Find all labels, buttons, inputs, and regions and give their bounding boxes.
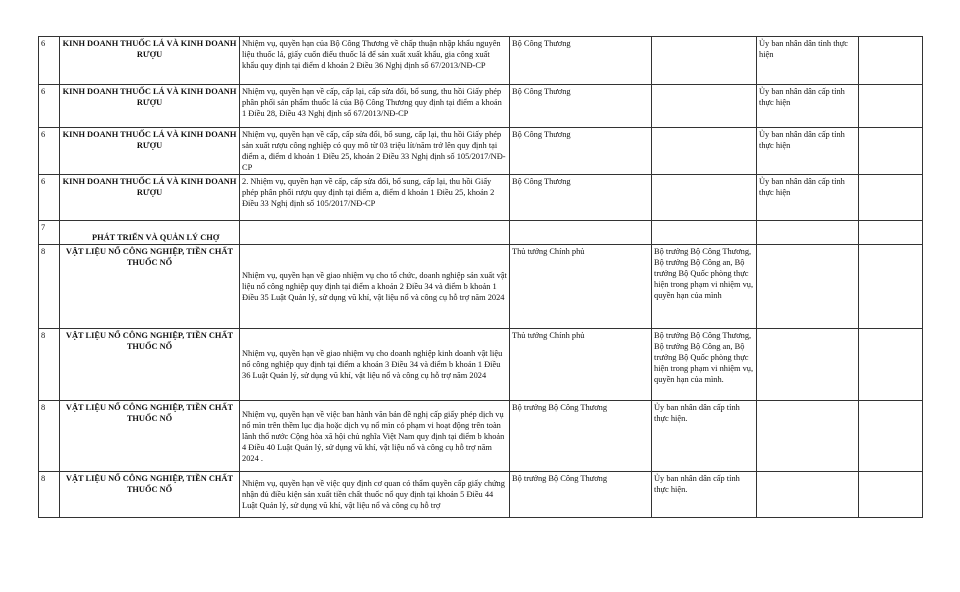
implementing-body: Ủy ban nhân dân tỉnh thực hiện xyxy=(757,37,859,85)
extra-cell xyxy=(859,37,923,85)
coordinating-body xyxy=(652,221,757,245)
decentralization-table xyxy=(38,36,923,518)
row-number: 6 xyxy=(39,37,60,85)
sector-name: VẬT LIỆU NỔ CÔNG NGHIỆP, TIỀN CHẤT THUỐC NỔ xyxy=(60,329,240,401)
table-row xyxy=(39,329,923,401)
implementing-body: Ủy ban nhân dân cấp tỉnh thực hiện xyxy=(757,175,859,221)
implementing-body xyxy=(757,472,859,518)
row-number: 6 xyxy=(39,175,60,221)
extra-cell xyxy=(859,472,923,518)
extra-cell xyxy=(859,245,923,329)
current-authority: Bộ trưởng Bộ Công Thương xyxy=(510,401,652,472)
row-number: 8 xyxy=(39,472,60,518)
extra-cell xyxy=(859,329,923,401)
task-description: Nhiệm vụ, quyền hạn về cấp, cấp sửa đổi, bổ sung, cấp lại, thu hồi Giấy phép sản xuất rượu công nghiệp có quy mô từ 03 triệu lít/năm trở lên quy định tại điểm a, điểm d khoản 1 Điều 25, khoản 2 Điều 33 Nghị định số 105/2017/NĐ-CP xyxy=(240,128,510,175)
row-number: 6 xyxy=(39,128,60,175)
current-authority: Bộ Công Thương xyxy=(510,85,652,128)
implementing-body xyxy=(757,329,859,401)
sector-name: PHÁT TRIỂN VÀ QUẢN LÝ CHỢ xyxy=(60,221,240,245)
extra-cell xyxy=(859,175,923,221)
table-row xyxy=(39,245,923,329)
extra-cell xyxy=(859,85,923,128)
implementing-body: Ủy ban nhân dân cấp tỉnh thực hiện xyxy=(757,85,859,128)
table-row xyxy=(39,401,923,472)
table-row xyxy=(39,37,923,85)
sector-name: KINH DOANH THUỐC LÁ VÀ KINH DOANH RƯỢU xyxy=(60,175,240,221)
sector-name: KINH DOANH THUỐC LÁ VÀ KINH DOANH RƯỢU xyxy=(60,37,240,85)
current-authority: Bộ Công Thương xyxy=(510,175,652,221)
row-number: 8 xyxy=(39,245,60,329)
coordinating-body: Bộ trưởng Bộ Công Thương, Bộ trưởng Bộ Công an, Bộ trưởng Bộ Quốc phòng thực hiện trong phạm vi nhiệm vụ, quyền hạn của mình. xyxy=(652,329,757,401)
row-number: 6 xyxy=(39,85,60,128)
row-number: 7 xyxy=(39,221,60,245)
coordinating-body xyxy=(652,175,757,221)
task-description: Nhiệm vụ, quyền hạn về cấp, cấp lại, cấp sửa đổi, bổ sung, thu hồi Giấy phép phân phối sản phẩm thuốc lá của Bộ Công Thương quy định tại điểm a khoản 1 Điều 28, Điều 43 Nghị định số 67/2013/NĐ-CP xyxy=(240,85,510,128)
extra-cell xyxy=(859,128,923,175)
task-description: Nhiệm vụ, quyền hạn về giao nhiệm vụ cho tổ chức, doanh nghiệp sản xuất vật liệu nổ công nghiệp quy định tại điểm a khoản 2 Điều 34 và điểm b khoản 1 Điều 35 Luật Quản lý, sử dụng vũ khí, vật liệu nổ và công cụ hỗ trợ năm 2024 xyxy=(240,245,510,329)
current-authority: Bộ Công Thương xyxy=(510,128,652,175)
sector-name: VẬT LIỆU NỔ CÔNG NGHIỆP, TIỀN CHẤT THUỐC NỔ xyxy=(60,401,240,472)
implementing-body xyxy=(757,401,859,472)
implementing-body xyxy=(757,245,859,329)
extra-cell xyxy=(859,221,923,245)
task-description: Nhiệm vụ, quyền hạn của Bộ Công Thương về chấp thuận nhập khẩu nguyên liệu thuốc lá, giấy cuốn điếu thuốc lá để sản xuất xuất khẩu, gia công xuất khẩu quy định tại điểm d khoản 2 Điều 36 Nghị định số 67/2013/NĐ-CP xyxy=(240,37,510,85)
task-description: Nhiệm vụ, quyền hạn về việc ban hành văn bản đề nghị cấp giấy phép dịch vụ nổ mìn trên thềm lục địa hoặc dịch vụ nổ mìn có phạm vi hoạt động trên toàn lãnh thổ nước Cộng hòa xã hội chủ nghĩa Việt Nam quy định tại điểm b khoản 4 Điều 40 Luật Quản lý, sử dụng vũ khí, vật liệu nổ và công cụ hỗ trợ năm 2024 . xyxy=(240,401,510,472)
sector-name: KINH DOANH THUỐC LÁ VÀ KINH DOANH RƯỢU xyxy=(60,128,240,175)
row-number: 8 xyxy=(39,401,60,472)
current-authority: Bộ Công Thương xyxy=(510,37,652,85)
extra-cell xyxy=(859,401,923,472)
task-description xyxy=(240,221,510,245)
coordinating-body xyxy=(652,37,757,85)
table-row xyxy=(39,221,923,245)
coordinating-body: Ủy ban nhân dân cấp tỉnh thực hiện. xyxy=(652,401,757,472)
task-description: Nhiệm vụ, quyền hạn về giao nhiệm vụ cho doanh nghiệp kinh doanh vật liệu nổ công nghiệp quy định tại điểm a khoản 3 Điều 34 và điểm b khoản 1 Điều 36 Luật Quản lý, sử dụng vũ khí, vật liệu nổ và công cụ hỗ trợ năm 2024 xyxy=(240,329,510,401)
task-description: Nhiệm vụ, quyền hạn về việc quy định cơ quan có thẩm quyền cấp giấy chứng nhận đủ điều kiện sản xuất tiền chất thuốc nổ quy định tại khoản 5 Điều 44 Luật Quản lý, sử dụng vũ khí, vật liệu nổ và công cụ hỗ trợ xyxy=(240,472,510,518)
current-authority: Thủ tướng Chính phủ xyxy=(510,329,652,401)
task-description: 2. Nhiệm vụ, quyền hạn về cấp, cấp sửa đổi, bổ sung, cấp lại, thu hồi Giấy phép phân phối rượu quy định tại điểm a, điểm d khoản 1 Điều 25, khoản 2 Điều 33 Nghị định số 105/2017/NĐ-CP xyxy=(240,175,510,221)
table-row xyxy=(39,128,923,175)
table-row xyxy=(39,472,923,518)
sector-name: VẬT LIỆU NỔ CÔNG NGHIỆP, TIỀN CHẤT THUỐC NỔ xyxy=(60,245,240,329)
implementing-body: Ủy ban nhân dân cấp tỉnh thực hiện xyxy=(757,128,859,175)
coordinating-body xyxy=(652,85,757,128)
coordinating-body xyxy=(652,128,757,175)
table-row xyxy=(39,85,923,128)
row-number: 8 xyxy=(39,329,60,401)
sector-name: KINH DOANH THUỐC LÁ VÀ KINH DOANH RƯỢU xyxy=(60,85,240,128)
current-authority xyxy=(510,221,652,245)
implementing-body xyxy=(757,221,859,245)
table-row xyxy=(39,175,923,221)
coordinating-body: Bộ trưởng Bộ Công Thương, Bộ trưởng Bộ Công an, Bộ trưởng Bộ Quốc phòng thực hiện trong phạm vi nhiệm vụ, quyền hạn của mình xyxy=(652,245,757,329)
sector-name: VẬT LIỆU NỔ CÔNG NGHIỆP, TIỀN CHẤT THUỐC NỔ xyxy=(60,472,240,518)
current-authority: Bộ trưởng Bộ Công Thương xyxy=(510,472,652,518)
current-authority: Thủ tướng Chính phủ xyxy=(510,245,652,329)
coordinating-body: Ủy ban nhân dân cấp tỉnh thực hiện. xyxy=(652,472,757,518)
